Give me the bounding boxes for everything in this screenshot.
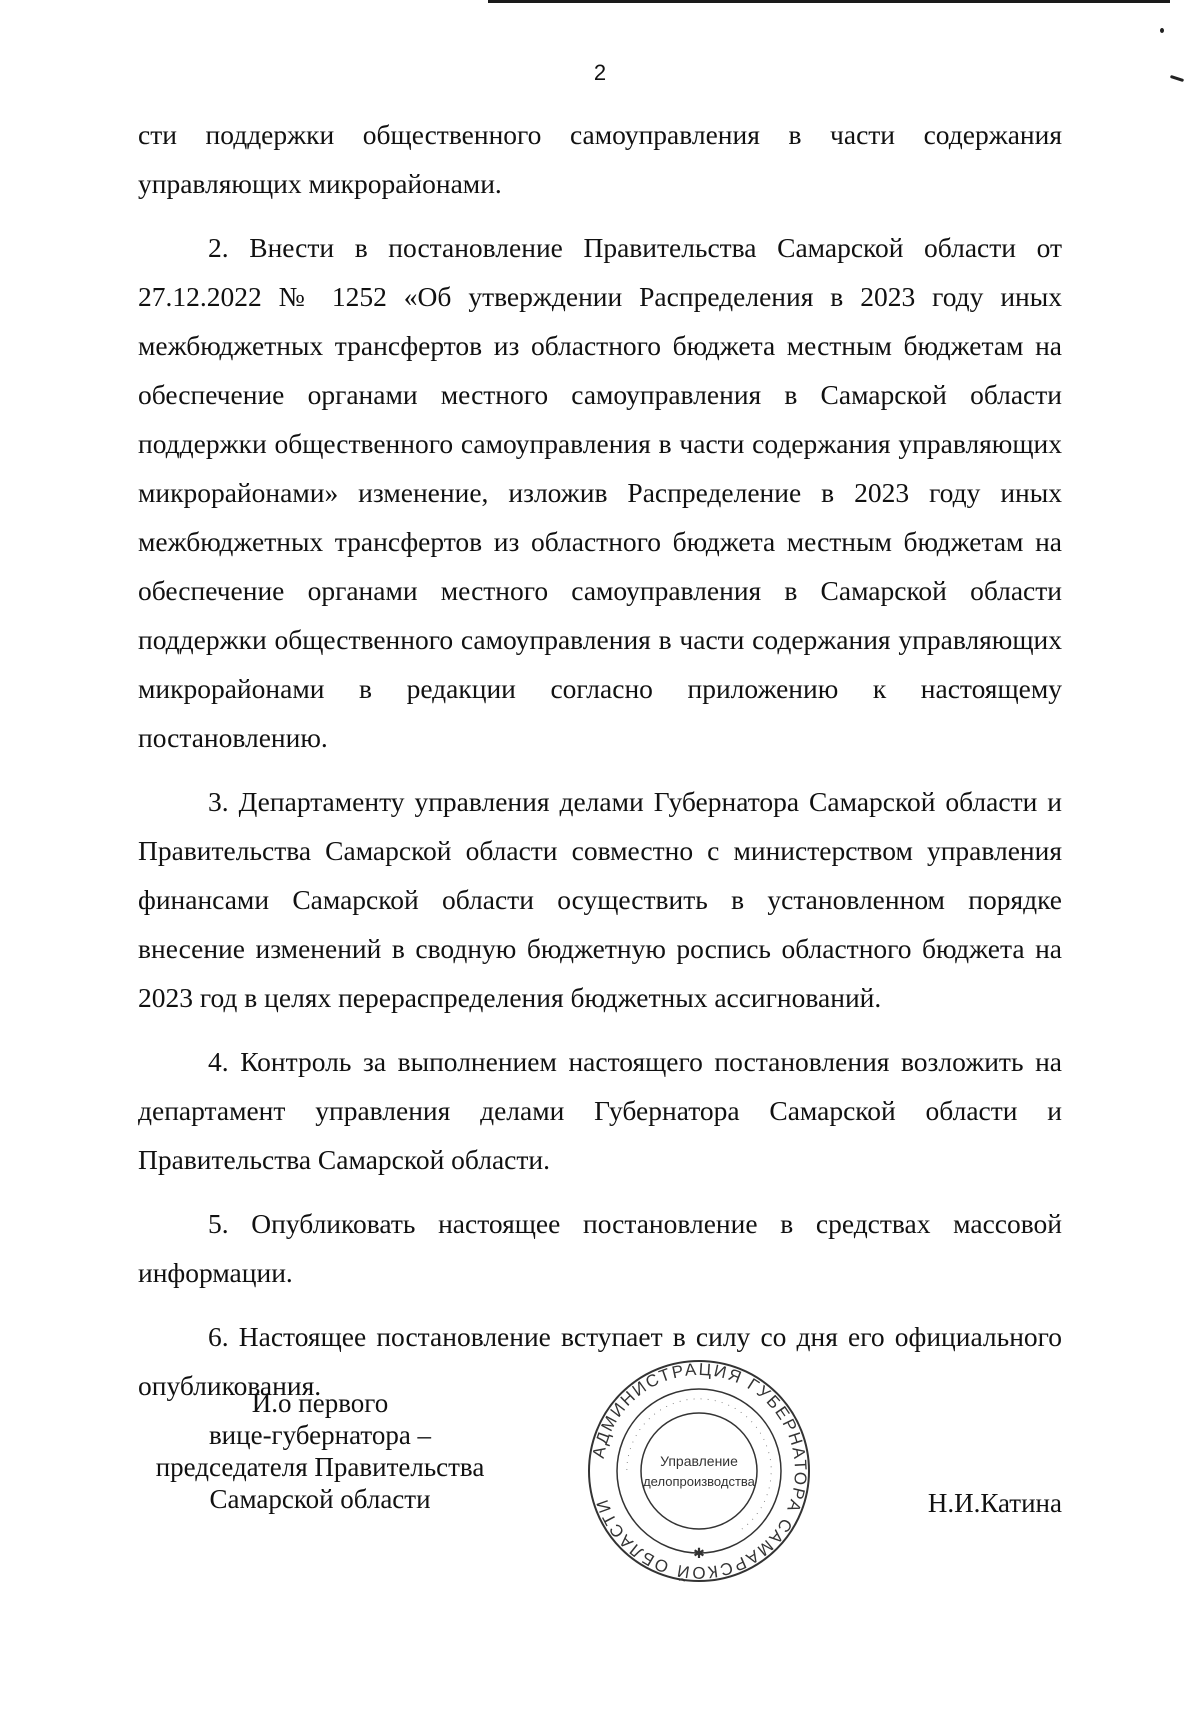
seal-center-line-1: Управление bbox=[660, 1453, 738, 1469]
official-seal-stamp bbox=[586, 1358, 812, 1584]
paragraph-item-2: 2. Внести в постановление Правительства Самарской области от 27.12.2022 № 1252 «Об утверждении Распределения в 2023 году иных межбюджетных трансфертов из областного бюджета местным бюджетам на обеспечение органами местного самоуправления в Самарской области поддержки общественного самоуправления в части содержания управляющих микрорайонами» изменение, изложив Распределение в 2023 году иных межбюджетных трансфертов из областного бюджета местным бюджетам на обеспечение органами местного самоуправления в Самарской области поддержки общественного самоуправления в части содержания управляющих микрорайонами в редакции согласно приложению к настоящему постановлению. bbox=[138, 232, 1062, 753]
signatory-name: Н.И.Катина bbox=[927, 1488, 1062, 1518]
svg-text:✱: ✱ bbox=[693, 1546, 705, 1562]
scan-speck bbox=[1160, 28, 1164, 33]
paragraph-item-4: 4. Контроль за выполнением настоящего постановления возложить на департамент управления делами Губернатора Самарской области и Правительства Самарской области. bbox=[138, 1046, 1062, 1175]
signatory-title-line: Самарской области bbox=[209, 1484, 431, 1514]
signatory-title-line: И.о первого bbox=[251, 1388, 389, 1418]
paragraph-item-3: 3. Департаменту управления делами Губернатора Самарской области и Правительства Самарской области совместно с министерством управления финансами Самарской области осуществить в установленном порядке внесение изменений в сводную бюджетную роспись областного бюджета на 2023 год в целях перераспределения бюджетных ассигнований. bbox=[138, 786, 1062, 1013]
signatory-title bbox=[140, 1387, 500, 1515]
seal-center-line-2: делопроизводства bbox=[643, 1474, 755, 1489]
paragraph-continuation: сти поддержки общественного самоуправления в части содержания управляющих микрорайонами. bbox=[138, 119, 1062, 199]
page-number: 2 bbox=[593, 60, 607, 85]
signatory-title-line: вице-губернатора – bbox=[208, 1420, 432, 1450]
seal-outer-text: АДМИНИСТРАЦИЯ ГУБЕРНАТОРА САМАРСКОЙ ОБЛАСТИ bbox=[588, 1359, 811, 1583]
signatory-title-line: председателя Правительства bbox=[155, 1452, 485, 1482]
document-body bbox=[138, 110, 1062, 1425]
paragraph-item-5: 5. Опубликовать настоящее постановление в средствах массовой информации. bbox=[138, 1208, 1062, 1288]
paragraph-item-6: 6. Настоящее постановление вступает в силу со дня его официального опубликования. bbox=[138, 1321, 1062, 1401]
top-scan-rule bbox=[488, 0, 1170, 3]
svg-text:· · · · · · · · · · · · · · ·: · · · · · · · · · · · · · · · · · · · · · · · · · · · · · · · · · · · · · · · · · · bbox=[621, 1393, 777, 1535]
